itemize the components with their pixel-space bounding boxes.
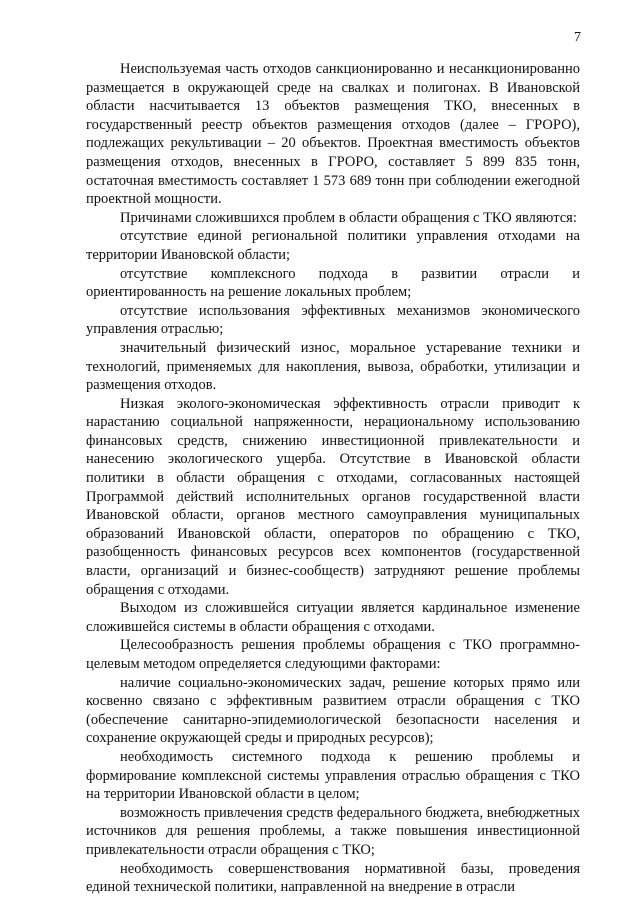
body-text [86,60,580,897]
list-item-equipment-wear: значительный физический износ, моральное устаревание техники и технологий, применяемых для накопления, вывоза, обработки, утилизации и размещения отходов. [86,339,580,394]
list-item-federal-funding: возможность привлечения средств федерального бюджета, внебюджетных источников для решения проблемы, а также повышения инвестиционной привлекательности отрасли обращения с ТКО; [86,804,580,858]
paragraph-waste-placement: Неиспользуемая часть отходов санкционированно и несанкционированно размещается в окружающей среде на свалках и полигонах. В Ивановской области насчитывается 13 объектов размещения ТКО, внесенных в государственный реестр объектов размещения отходов (далее – ГРОРО), подлежащих рекультивации – 20 объектов. Проектная вместимость объектов размещения отходов, внесенных в ГРОРО, составляет 5 899 835 тонн, остаточная вместимость составляет 1 573 689 тонн при соблюдении ежегодной проектной мощности. [86,61,580,208]
paragraph-way-out: Выходом из сложившейся ситуации является кардинальное изменение сложившейся системы в области обращения с отходами. [86,600,580,635]
list-item-regulatory-improvement: необходимость совершенствования нормативной базы, проведения единой технической политики, направленной на внедрение в отрасли [86,860,580,896]
page-number: 7 [574,30,581,45]
paragraph-program-method-intro: Целесообразность решения проблемы обращения с ТКО программно-целевым методом определяется следующими факторами: [86,637,580,672]
paragraph-low-efficiency: Низкая эколого-экономическая эффективность отрасли приводит к нарастанию социальной напряженности, нерациональному использованию финансовых средств, снижению инвестиционной привлекательности и нанесению экологического ущерба. Отсутствие в Ивановской области политики в области обращения с отходами, согласованных настоящей Программой действий исполнительных органов государственной власти Ивановской области, органов местного самоуправления муниципальных образований Ивановской области, операторов по обращению с ТКО, разобщенность финансовых ресурсов всех компонентов (государственной власти, организаций и бизнес-сообществ) затрудняют решение проблемы обращения с отходами. [86,395,580,598]
list-item-no-economic-mechanisms: отсутствие использования эффективных механизмов экономического управления отраслью; [86,302,580,338]
list-item-no-regional-policy: отсутствие единой региональной политики управления отходами на территории Ивановской области; [86,228,580,263]
paragraph-problem-causes-intro: Причинами сложившихся проблем в области обращения с ТКО являются: [120,209,577,226]
list-item-no-complex-approach: отсутствие комплексного подхода в развитии отрасли и ориентированность на решение локальных проблем; [86,265,580,301]
list-item-socio-economic-tasks: наличие социально-экономических задач, решение которых прямо или косвенно связано с эффективным развитием отрасли обращения с ТКО (обеспечение санитарно-эпидемиологической безопасности населения и сохранение окружающей среды и природных ресурсов); [86,674,580,747]
list-item-system-approach: необходимость системного подхода к решению проблемы и формирование комплексной системы управления отраслью обращения с ТКО на территории Ивановской области в целом; [86,748,580,803]
